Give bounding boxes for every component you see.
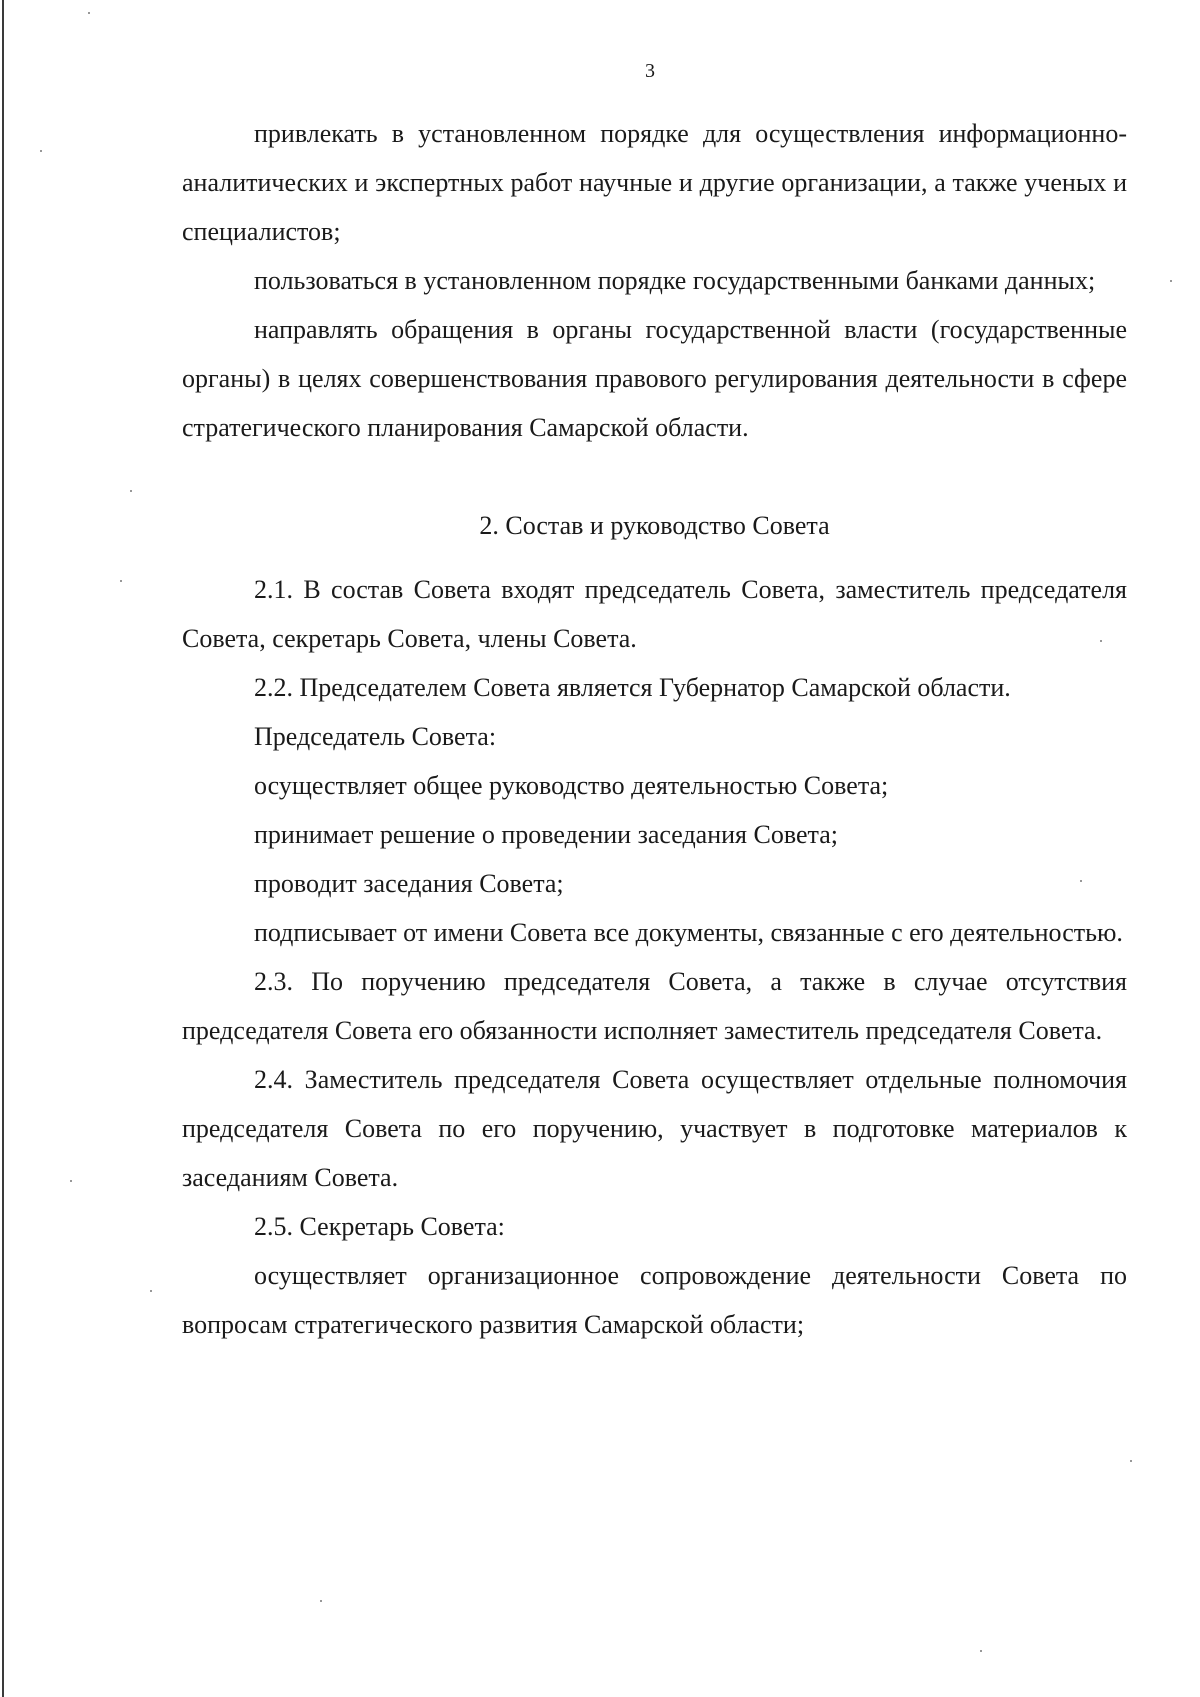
scan-speck [130,490,132,492]
paragraph-attract-organizations: привлекать в установленном порядке для осуществления информационно-аналитических и экспертных работ научные и другие организации, а также ученых и специалистов; [182,119,1127,246]
scan-speck [1100,640,1102,642]
paragraph-chairman-duty-2: принимает решение о проведении заседания Совета; [254,820,838,849]
scan-speck [320,1600,322,1602]
paragraph-use-databanks: пользоваться в установленном порядке государственными банками данных; [254,266,1096,295]
scan-speck [1080,880,1082,882]
paragraph-2-5: 2.5. Секретарь Совета: [254,1212,505,1241]
scan-speck [40,150,42,152]
scan-speck [120,580,122,582]
paragraph-send-appeals: направлять обращения в органы государственной власти (государственные органы) в целях совершенствования правового регулирования деятельности в сфере стратегического планирования Самарской области. [182,315,1127,442]
paragraph-2-1: 2.1. В состав Совета входят председатель Совета, заместитель председателя Совета, секретарь Совета, члены Совета. [182,575,1127,653]
scan-speck [1130,1460,1132,1462]
scan-speck [70,1180,72,1182]
paragraph-2-3: 2.3. По поручению председателя Совета, а также в случае отсутствия председателя Совета его обязанности исполняет заместитель председателя Совета. [182,967,1127,1045]
scan-speck [980,1650,982,1652]
paragraph-chairman-duty-4: подписывает от имени Совета все документы, связанные с его деятельностью. [254,918,1123,947]
scan-speck [1170,280,1172,282]
paragraph-2-4: 2.4. Заместитель председателя Совета осуществляет отдельные полномочия председателя Совета по его поручению, участвует в подготовке материалов к заседаниям Совета. [182,1065,1127,1192]
paragraph-chairman-label: Председатель Совета: [254,722,497,751]
paragraph-chairman-duty-3: проводит заседания Совета; [254,869,564,898]
paragraph-secretary-duty-1: осуществляет организационное сопровождение деятельности Совета по вопросам стратегического развития Самарской области; [182,1261,1127,1339]
section-heading: 2. Состав и руководство Совета [479,511,830,540]
scan-speck [88,12,90,14]
page-number: 3 [645,60,655,82]
paragraph-2-2: 2.2. Председателем Совета является Губернатор Самарской области. [254,673,1011,702]
page-left-edge [2,0,4,1697]
paragraph-chairman-duty-1: осуществляет общее руководство деятельностью Совета; [254,771,889,800]
document-body [182,109,1127,1349]
scan-speck [150,1290,152,1292]
